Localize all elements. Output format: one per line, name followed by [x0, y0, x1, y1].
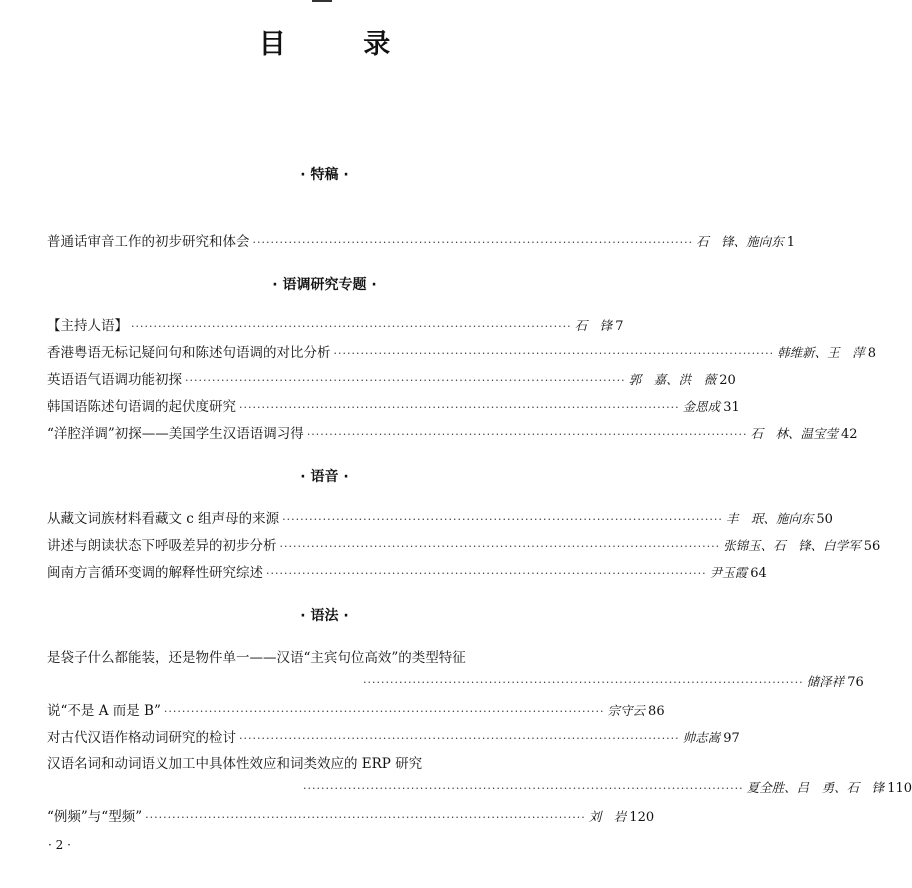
- entry-page: 8: [867, 346, 876, 361]
- leader-dots: ··································································································: [266, 567, 707, 580]
- entry-author: 刘 岩: [588, 809, 627, 824]
- page-title: 目 录: [258, 29, 425, 60]
- entry-title: 汉语名词和动词语义加工中具体性效应和词类效应的 ERP 研究: [47, 756, 423, 772]
- entry-author: 石 锋: [574, 318, 613, 333]
- section-heading-grammar: · 语法 ·: [300, 608, 349, 624]
- entry-author: 张锦玉、石 锋、白学军: [723, 538, 861, 553]
- toc-entry[interactable]: [47, 314, 624, 334]
- leader-dots: ··································································································: [306, 428, 748, 441]
- entry-page: 50: [816, 512, 833, 527]
- toc-entry[interactable]: [47, 507, 833, 527]
- entry-author: 金恩成: [682, 399, 721, 414]
- entry-title: 讲述与朗读状态下呼吸差异的初步分析: [47, 538, 277, 554]
- entry-title: 从藏文词族材料看藏文 c 组声母的来源: [47, 511, 280, 527]
- leader-dots: ··································································································: [333, 347, 775, 360]
- section-heading-intonation: · 语调研究专题 ·: [272, 277, 377, 293]
- toc-entry-leader-line[interactable]: [300, 778, 912, 798]
- entry-page: 120: [629, 810, 655, 825]
- toc-entry-title-line[interactable]: [47, 752, 607, 772]
- entry-author: 韩维新、王 萍: [777, 345, 865, 360]
- top-margin-mark: [312, 0, 332, 2]
- entry-title: 闽南方言循环变调的解释性研究综述: [47, 565, 263, 581]
- toc-entry-title-line[interactable]: [47, 646, 607, 666]
- section-heading-phonetics: · 语音 ·: [300, 469, 349, 485]
- entry-page: 20: [719, 373, 736, 388]
- leader-dots: ··································································································: [239, 732, 680, 745]
- entry-title: 是袋子什么都能装，还是物件单一——汉语“主宾句位高效”的类型特征: [47, 650, 466, 666]
- entry-title: “洋腔洋调”初探——美国学生汉语语调习得: [47, 426, 304, 442]
- entry-author: 石 锋、施向东: [696, 234, 784, 249]
- entry-page: 7: [615, 319, 624, 334]
- toc-entry[interactable]: [47, 341, 876, 361]
- entry-page: 64: [750, 566, 767, 581]
- entry-title: 对古代汉语作格动词研究的检讨: [47, 730, 236, 746]
- entry-page: 31: [723, 400, 740, 415]
- leader-dots: ··································································································: [145, 811, 586, 824]
- entry-page: 97: [723, 731, 740, 746]
- entry-page: 76: [847, 675, 864, 690]
- entry-title: “例频”与“型频”: [47, 809, 143, 825]
- leader-dots: ··································································································: [163, 705, 605, 718]
- entry-title: 香港粤语无标记疑问句和陈述句语调的对比分析: [47, 345, 331, 361]
- toc-entry[interactable]: [47, 395, 740, 415]
- entry-page: 110: [887, 781, 912, 796]
- toc-entry[interactable]: [47, 368, 736, 388]
- toc-entry[interactable]: [47, 805, 655, 825]
- entry-title: 【主持人语】: [47, 318, 128, 334]
- toc-entry-leader-line[interactable]: [360, 672, 864, 692]
- entry-author: 夏全胜、吕 勇、石 锋: [746, 780, 885, 795]
- leader-dots: ··································································································: [303, 782, 744, 795]
- entry-author: 宗守云: [607, 703, 646, 718]
- entry-author: 石 林、温宝莹: [750, 426, 838, 441]
- entry-page: 1: [786, 235, 795, 250]
- entry-title: 说“不是 A 而是 B”: [47, 703, 161, 719]
- leader-dots: ··································································································: [282, 513, 723, 526]
- entry-page: 56: [863, 539, 881, 554]
- leader-dots: ··································································································: [239, 401, 680, 414]
- leader-dots: ··································································································: [252, 236, 694, 249]
- entry-author: 帅志嵩: [682, 730, 721, 745]
- section-heading-special: · 特稿 ·: [300, 167, 349, 183]
- toc-entry[interactable]: [47, 726, 740, 746]
- toc-entry[interactable]: [47, 534, 881, 554]
- entry-title: 英语语气语调功能初探: [47, 372, 182, 388]
- page-number: · 2 ·: [48, 838, 71, 852]
- toc-entry[interactable]: [47, 561, 767, 581]
- leader-dots: ··································································································: [185, 374, 626, 387]
- entry-author: 储泽祥: [806, 674, 845, 689]
- entry-title: 韩国语陈述句语调的起伏度研究: [47, 399, 236, 415]
- leader-dots: ··································································································: [363, 676, 804, 689]
- entry-title: 普通话审音工作的初步研究和体会: [47, 234, 250, 250]
- entry-author: 丰 珉、施向东: [725, 511, 814, 526]
- leader-dots: ··································································································: [131, 320, 572, 333]
- toc-entry[interactable]: [47, 230, 795, 250]
- leader-dots: ··································································································: [279, 540, 721, 553]
- entry-page: 86: [648, 704, 665, 719]
- entry-author: 尹玉霞: [709, 565, 748, 580]
- entry-page: 42: [841, 427, 858, 442]
- toc-entry[interactable]: [47, 699, 665, 719]
- toc-entry[interactable]: [47, 422, 858, 442]
- entry-author: 郭 嘉、洪 薇: [628, 372, 717, 387]
